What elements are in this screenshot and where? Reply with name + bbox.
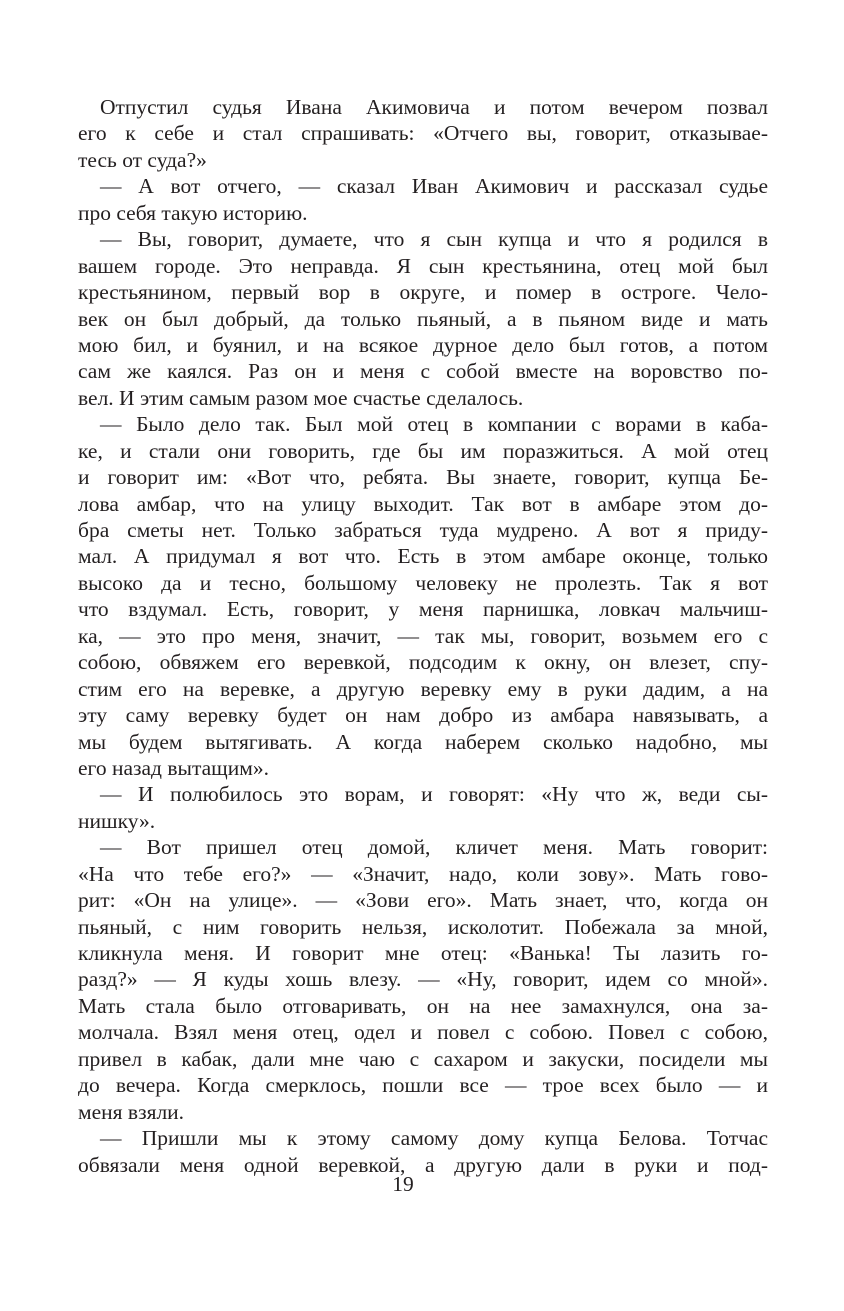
- text-line: что вздумал. Есть, говорит, у меня парнишка, ловкач мальчиш-: [78, 597, 768, 622]
- text-line: стим его на веревке, а другую веревку ему в руки дадим, а на: [78, 676, 768, 701]
- text-line: его назад вытащим».: [78, 755, 269, 780]
- text-line: собою, обвяжем его веревкой, подсодим к окну, он влезет, спу-: [78, 650, 768, 675]
- paragraph: [78, 226, 768, 411]
- text-line: высоко да и тесно, большому человеку не пролезть. Так я вот: [78, 570, 768, 595]
- text-line: меня взяли.: [78, 1099, 185, 1124]
- text-line: и говорит им: «Вот что, ребята. Вы знаете, говорит, купца Бе-: [78, 465, 768, 490]
- paragraph: [78, 834, 768, 1125]
- text-line: — Вот пришел отец домой, кличет меня. Мать говорит:: [100, 835, 768, 860]
- page-number: 19: [392, 1172, 414, 1196]
- text-line: нишку».: [78, 808, 156, 833]
- text-line: ке, и стали они говорить, где бы им поразжиться. А мой отец: [78, 438, 768, 463]
- text-line: крестьянином, первый вор в округе, и помер в остроге. Чело-: [78, 280, 768, 305]
- text-line: пьяный, с ним говорить нельзя, исколотит. Побежала за мной,: [78, 914, 768, 939]
- text-line: Отпустил судья Ивана Акимовича и потом вечером позвал: [100, 95, 768, 119]
- text-line: «На что тебе его?» — «Значит, надо, коли зову». Мать гово-: [78, 861, 768, 886]
- text-line: кликнула меня. И говорит мне отец: «Ванька! Ты лазить го-: [78, 941, 768, 965]
- text-line: — И полюбилось это ворам, и говорят: «Ну что ж, веди сы-: [100, 782, 768, 807]
- text-line: бра сметы нет. Только забраться туда мудрено. А вот я приду-: [78, 518, 768, 542]
- text-line: мою бил, и буянил, и на всякое дурное дело был готов, а потом: [78, 332, 768, 357]
- text-line: его к себе и стал спрашивать: «Отчего вы, говорит, отказывае-: [78, 121, 768, 146]
- text-line: — Вы, говорит, думаете, что я сын купца и что я родился в: [100, 227, 768, 252]
- text-line: вел. И этим самым разом мое счастье сделалось.: [78, 385, 524, 410]
- text-line: разд?» — Я куды хошь влезу. — «Ну, говорит, идем со мной».: [78, 967, 768, 992]
- text-line: обвязали меня одной веревкой, а другую дали в руки и под-: [78, 1152, 768, 1177]
- text-line: мал. А придумал я вот что. Есть в этом амбаре оконце, только: [78, 544, 768, 569]
- text-line: сам же каялся. Раз он и меня с собой вместе на воровство по-: [78, 359, 768, 384]
- text-line: — Было дело так. Был мой отец в компании с ворами в каба-: [100, 412, 768, 437]
- text-line: лова амбар, что на улицу выходит. Так вот в амбаре этом до-: [78, 491, 768, 516]
- text-line: тесь от суда?»: [78, 147, 207, 172]
- text-line: вашем городе. Это неправда. Я сын крестьянина, отец мой был: [78, 253, 768, 278]
- text-line: мы будем вытягивать. А когда наберем сколько надобно, мы: [78, 729, 768, 754]
- text-line: привел в кабак, дали мне чаю с сахаром и закуски, посидели мы: [78, 1046, 768, 1071]
- text-line: до вечера. Когда смерклось, пошли все — трое всех было — и: [78, 1073, 768, 1098]
- text-line: рит: «Он на улице». — «Зови его». Мать знает, что, когда он: [78, 888, 768, 913]
- paragraph: [78, 1125, 768, 1178]
- text-line: эту саму веревку будет он нам добро из амбара навязывать, а: [78, 703, 768, 728]
- paragraph: [78, 94, 768, 173]
- text-line: про себя такую историю.: [78, 200, 308, 225]
- text-line: век он был добрый, да только пьяный, а в пьяном виде и мать: [78, 306, 768, 331]
- page-body-text: [78, 94, 768, 1178]
- text-line: — Пришли мы к этому самому дому купца Белова. Тотчас: [100, 1126, 768, 1151]
- text-line: — А вот отчего, — сказал Иван Акимович и рассказал судье: [100, 174, 768, 199]
- text-line: Мать стала было отговаривать, он на нее замахнулся, она за-: [78, 993, 768, 1018]
- paragraph: [78, 411, 768, 781]
- paragraph: [78, 781, 768, 834]
- text-line: ка, — это про меня, значит, — так мы, говорит, возьмем его с: [78, 623, 768, 648]
- text-line: молчала. Взял меня отец, одел и повел с собою. Повел с собою,: [78, 1020, 768, 1045]
- paragraph: [78, 173, 768, 226]
